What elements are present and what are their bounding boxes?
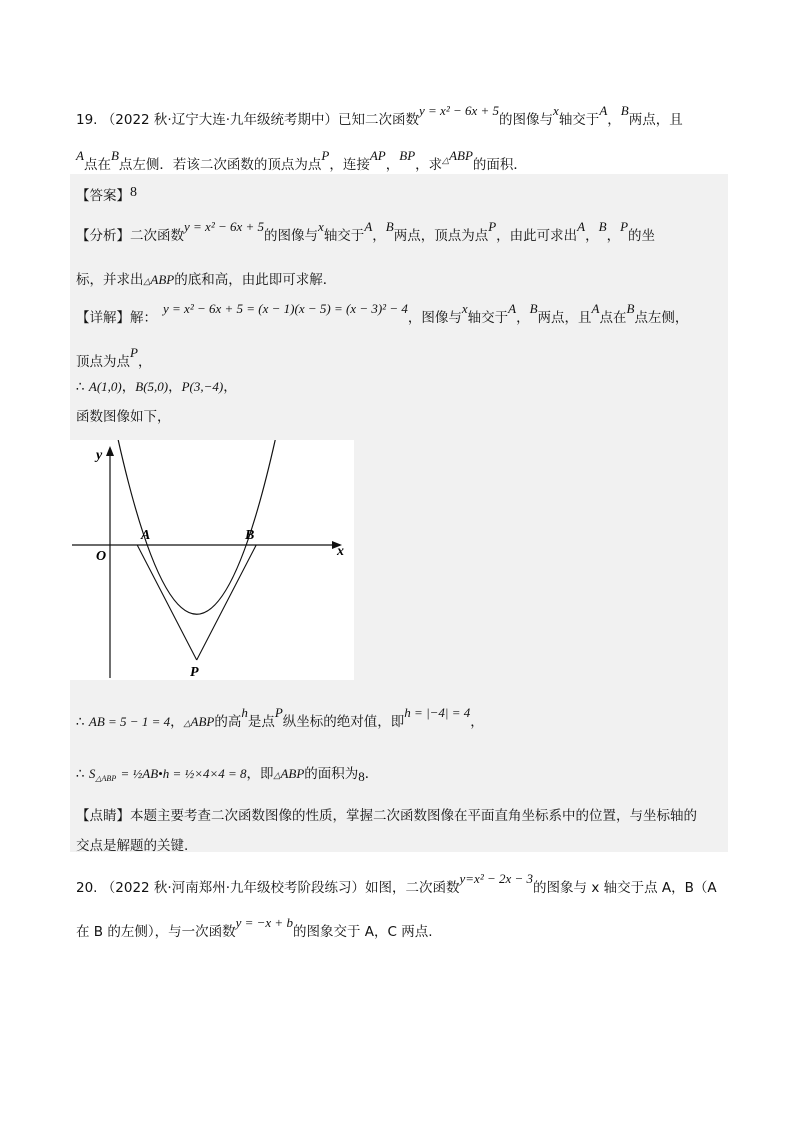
- answer-line: 【答案】8: [76, 185, 137, 204]
- q20-equation: y=x² − 2x − 3: [459, 871, 534, 886]
- point-a-label: A: [141, 528, 151, 543]
- q20-line-1: 20. （2022 秋·河南郑州·九年级校考阶段练习）如图，二次函数y=x² − 2x − 3的图象与 x 轴交于点 A，B（A: [76, 871, 717, 896]
- detail-line-1: 【详解】解：y = x² − 6x + 5 = (x − 1)(x − 5) = (x − 3)² − 4，图像与x轴交于A，B两点，且A点在B点左侧，: [76, 301, 689, 326]
- detail-points-line: ∴ A(1,0)，B(5,0)，P(3,−4)，: [76, 379, 237, 395]
- origin-label: O: [96, 549, 107, 564]
- x-axis-label: x: [337, 544, 344, 559]
- detail-line-3: 函数图像如下，: [76, 409, 171, 425]
- analysis-line-1: 【分析】二次函数y = x² − 6x + 5的图像与x轴交于A，B两点，顶点为点P，由此可求出A，B，P的坐: [76, 219, 656, 244]
- point-p-label: P: [190, 665, 199, 680]
- q20-line-2: 在 B 的左侧），与一次函数y = −x + b的图象交于 A，C 两点.: [76, 915, 433, 940]
- parabola-figure: [70, 440, 354, 680]
- point-b-label: B: [245, 528, 255, 543]
- answer-value: 8: [130, 185, 137, 200]
- y-axis-label: y: [96, 448, 103, 463]
- detail-height-line: ∴ AB = 5 − 1 = 4，△ABP的高h是点P纵坐标的绝对值，即h = |−4| = 4，: [76, 705, 484, 730]
- factorization-equation: y = x² − 6x + 5 = (x − 1)(x − 5) = (x − 3)² − 4: [163, 301, 408, 316]
- q19-line-2: A点在B点左侧．若该二次函数的顶点为点P，连接AP，BP，求△ABP的面积．: [76, 148, 527, 173]
- q19-line-1: 19. （2022 秋·辽宁大连·九年级统考期中）已知二次函数y = x² − 6x + 5的图像与x轴交于A，B两点，且: [76, 103, 683, 128]
- comment-line-1: 【点睛】本题主要考查二次函数图像的性质，掌握二次函数图像在平面直角坐标系中的位置，与坐标轴的: [76, 808, 697, 824]
- detail-line-2: 顶点为点P，: [76, 345, 152, 370]
- detail-area-line: ∴ $S_{\triangle ABP}$ = ½AB•h = ½×4×4 = 8，即△ABP的面积为8．: [76, 766, 379, 784]
- q19-equation: y = x² − 6x + 5: [419, 103, 500, 118]
- comment-line-2: 交点是解题的关键.: [76, 838, 189, 854]
- analysis-line-2: 标，并求出△ABP的底和高，由此即可求解．: [76, 272, 337, 288]
